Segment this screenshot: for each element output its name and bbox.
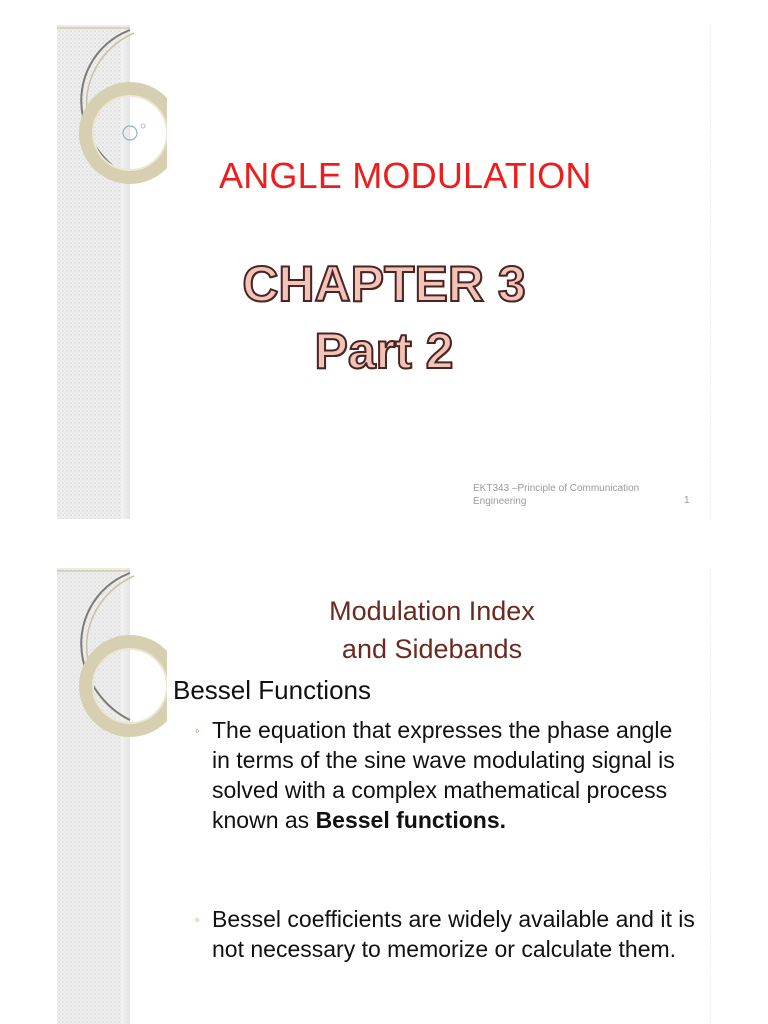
bullet-text: The equation that expresses the phase angle in terms of the sine wave modulating signal is solved with a complex mathematical process known as bbox=[212, 717, 675, 833]
slide-title bbox=[237, 592, 627, 668]
page-number: 1 bbox=[684, 495, 690, 506]
bullet-text: Bessel coefficients are widely available and it is not necessary to memorize or calculate them. bbox=[212, 906, 695, 962]
section-heading: Bessel Functions bbox=[173, 675, 371, 705]
slide-footer: EKT343 –Principle of Communication Engineering bbox=[473, 483, 640, 507]
slide-edge bbox=[709, 568, 711, 1024]
decorative-swirl-icon bbox=[57, 568, 167, 768]
slide-title-text: Modulation Index and Sidebands bbox=[329, 596, 535, 664]
bullet-circle-icon: ◦ bbox=[195, 912, 200, 927]
bullet-item bbox=[195, 715, 695, 835]
slide-title: ANGLE MODULATION bbox=[219, 155, 592, 196]
bullet-bold-text: Bessel functions. bbox=[315, 807, 506, 833]
bullet-item bbox=[195, 904, 695, 964]
bullet-circle-icon: ◦ bbox=[195, 723, 200, 738]
slide-edge bbox=[709, 25, 711, 519]
slide-1 bbox=[57, 25, 711, 519]
decorative-swirl-icon bbox=[57, 25, 167, 225]
slide-2 bbox=[57, 568, 711, 1024]
chapter-wordart: CHAPTER 3 bbox=[242, 256, 526, 312]
part-wordart: Part 2 bbox=[314, 323, 454, 379]
